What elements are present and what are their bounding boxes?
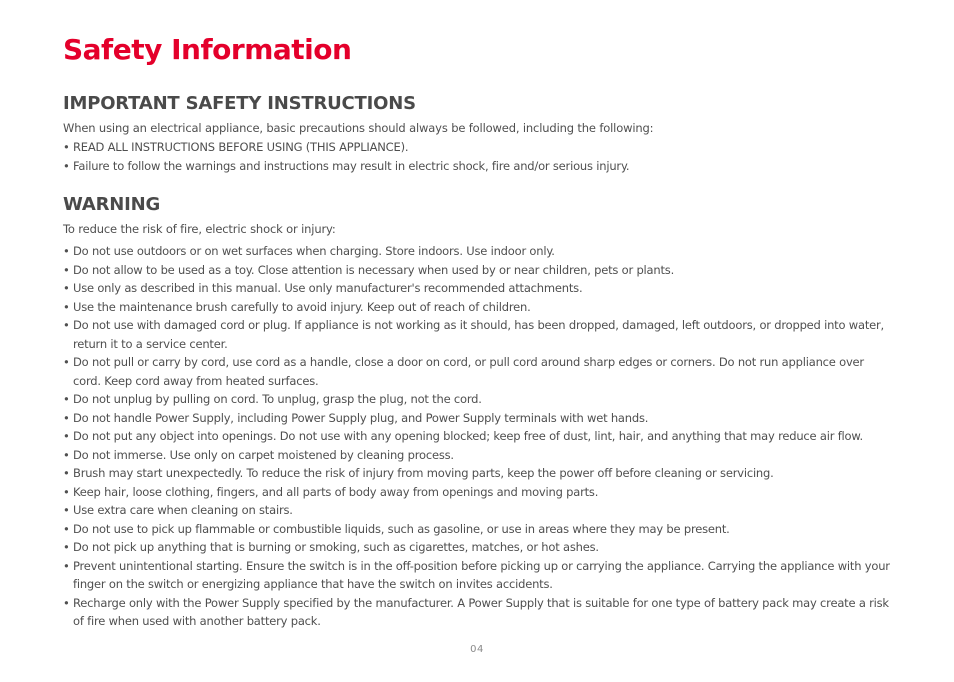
page-number: 04 <box>470 644 484 655</box>
list-item-text: Prevent unintentional starting. Ensure the switch is in the off-position before picking up or carrying the appliance. Carrying the appliance with your finger on the switch or energizing appliance that have the switch on invites accidents. <box>73 558 890 591</box>
bullet-icon: • <box>63 244 70 258</box>
list-item-text: Do not immerse. Use only on carpet moistened by cleaning process. <box>73 447 454 462</box>
list-item <box>63 390 893 409</box>
bullet-icon: • <box>63 410 70 425</box>
bullet-icon: • <box>63 558 70 573</box>
list-item <box>63 446 893 465</box>
list-item <box>63 261 893 280</box>
bullet-icon: • <box>63 447 70 462</box>
list-item-text: Do not put any object into openings. Do not use with any opening blocked; keep free of dust, lint, hair, and anything that may reduce air flow. <box>73 429 863 443</box>
bullet-icon: • <box>63 466 70 480</box>
list-item-text: Use extra care when cleaning on stairs. <box>73 503 293 517</box>
list-item-text: Do not use with damaged cord or plug. If appliance is not working as it should, has been dropped, damaged, left outdoors, or dropped into water, return it to a service center. <box>73 318 885 351</box>
list-item <box>63 427 893 446</box>
list-item <box>63 316 893 353</box>
warning-intro: To reduce the risk of fire, electric shock or injury: <box>63 222 336 236</box>
bullet-icon: • <box>63 540 70 554</box>
list-item-text: Do not allow to be used as a toy. Close attention is necessary when used by or near children, pets or plants. <box>73 262 675 277</box>
important-safety-intro: When using an electrical appliance, basic precautions should always be followed, including the following: <box>63 121 654 135</box>
bullet-icon: • <box>63 595 70 610</box>
warning-heading: WARNING <box>63 194 161 215</box>
list-item <box>63 557 893 594</box>
list-item <box>63 157 893 176</box>
bullet-icon: • <box>63 392 70 406</box>
list-item-text: Use the maintenance brush carefully to avoid injury. Keep out of reach of children. <box>73 299 531 314</box>
bullet-icon: • <box>63 521 70 536</box>
list-item-text: Do not unplug by pulling on cord. To unplug, grasp the plug, not the cord. <box>73 392 482 406</box>
list-item-text: READ ALL INSTRUCTIONS BEFORE USING (THIS APPLIANCE). <box>73 140 409 154</box>
list-item-text: Keep hair, loose clothing, fingers, and all parts of body away from openings and moving parts. <box>73 484 599 499</box>
bullet-icon: • <box>63 281 70 295</box>
list-item-text: Recharge only with the Power Supply specified by the manufacturer. A Power Supply that is suitable for one type of battery pack may create a risk of fire when used with another battery pack. <box>73 595 889 628</box>
list-item-text: Do not use to pick up flammable or combustible liquids, such as gasoline, or use in areas where they may be present. <box>73 521 730 536</box>
bullet-icon: • <box>63 503 70 517</box>
list-item <box>63 298 893 317</box>
list-item-text: Do not pull or carry by cord, use cord as a handle, close a door on cord, or pull cord around sharp edges or corners. Do not run appliance over cord. Keep cord away from heated surfaces. <box>73 355 864 388</box>
list-item <box>63 242 893 261</box>
bullet-icon: • <box>63 429 70 443</box>
list-item <box>63 594 893 631</box>
page-title: Safety Information <box>63 33 352 66</box>
list-item <box>63 538 893 557</box>
list-item-text: Do not handle Power Supply, including Power Supply plug, and Power Supply terminals with wet hands. <box>73 410 649 425</box>
list-item-text: Brush may start unexpectedly. To reduce the risk of injury from moving parts, keep the power off before cleaning or servicing. <box>73 466 774 480</box>
list-item <box>63 138 893 157</box>
important-safety-heading: IMPORTANT SAFETY INSTRUCTIONS <box>63 93 416 114</box>
list-item <box>63 464 893 483</box>
list-item-text: Failure to follow the warnings and instructions may result in electric shock, fire and/or serious injury. <box>73 158 630 173</box>
important-safety-list <box>63 138 893 175</box>
list-item <box>63 483 893 502</box>
list-item-text: Do not use outdoors or on wet surfaces when charging. Store indoors. Use indoor only. <box>73 244 555 258</box>
list-item-text: Do not pick up anything that is burning or smoking, such as cigarettes, matches, or hot ashes. <box>73 540 599 554</box>
list-item <box>63 409 893 428</box>
manual-page <box>63 0 893 682</box>
bullet-icon: • <box>63 158 70 173</box>
warning-list <box>63 242 893 631</box>
list-item <box>63 501 893 520</box>
bullet-icon: • <box>63 140 70 154</box>
bullet-icon: • <box>63 318 70 332</box>
bullet-icon: • <box>63 355 70 369</box>
list-item <box>63 353 893 390</box>
list-item-text: Use only as described in this manual. Use only manufacturer's recommended attachments. <box>73 281 583 295</box>
list-item <box>63 279 893 298</box>
bullet-icon: • <box>63 299 70 314</box>
list-item <box>63 520 893 539</box>
bullet-icon: • <box>63 484 70 499</box>
bullet-icon: • <box>63 262 70 277</box>
